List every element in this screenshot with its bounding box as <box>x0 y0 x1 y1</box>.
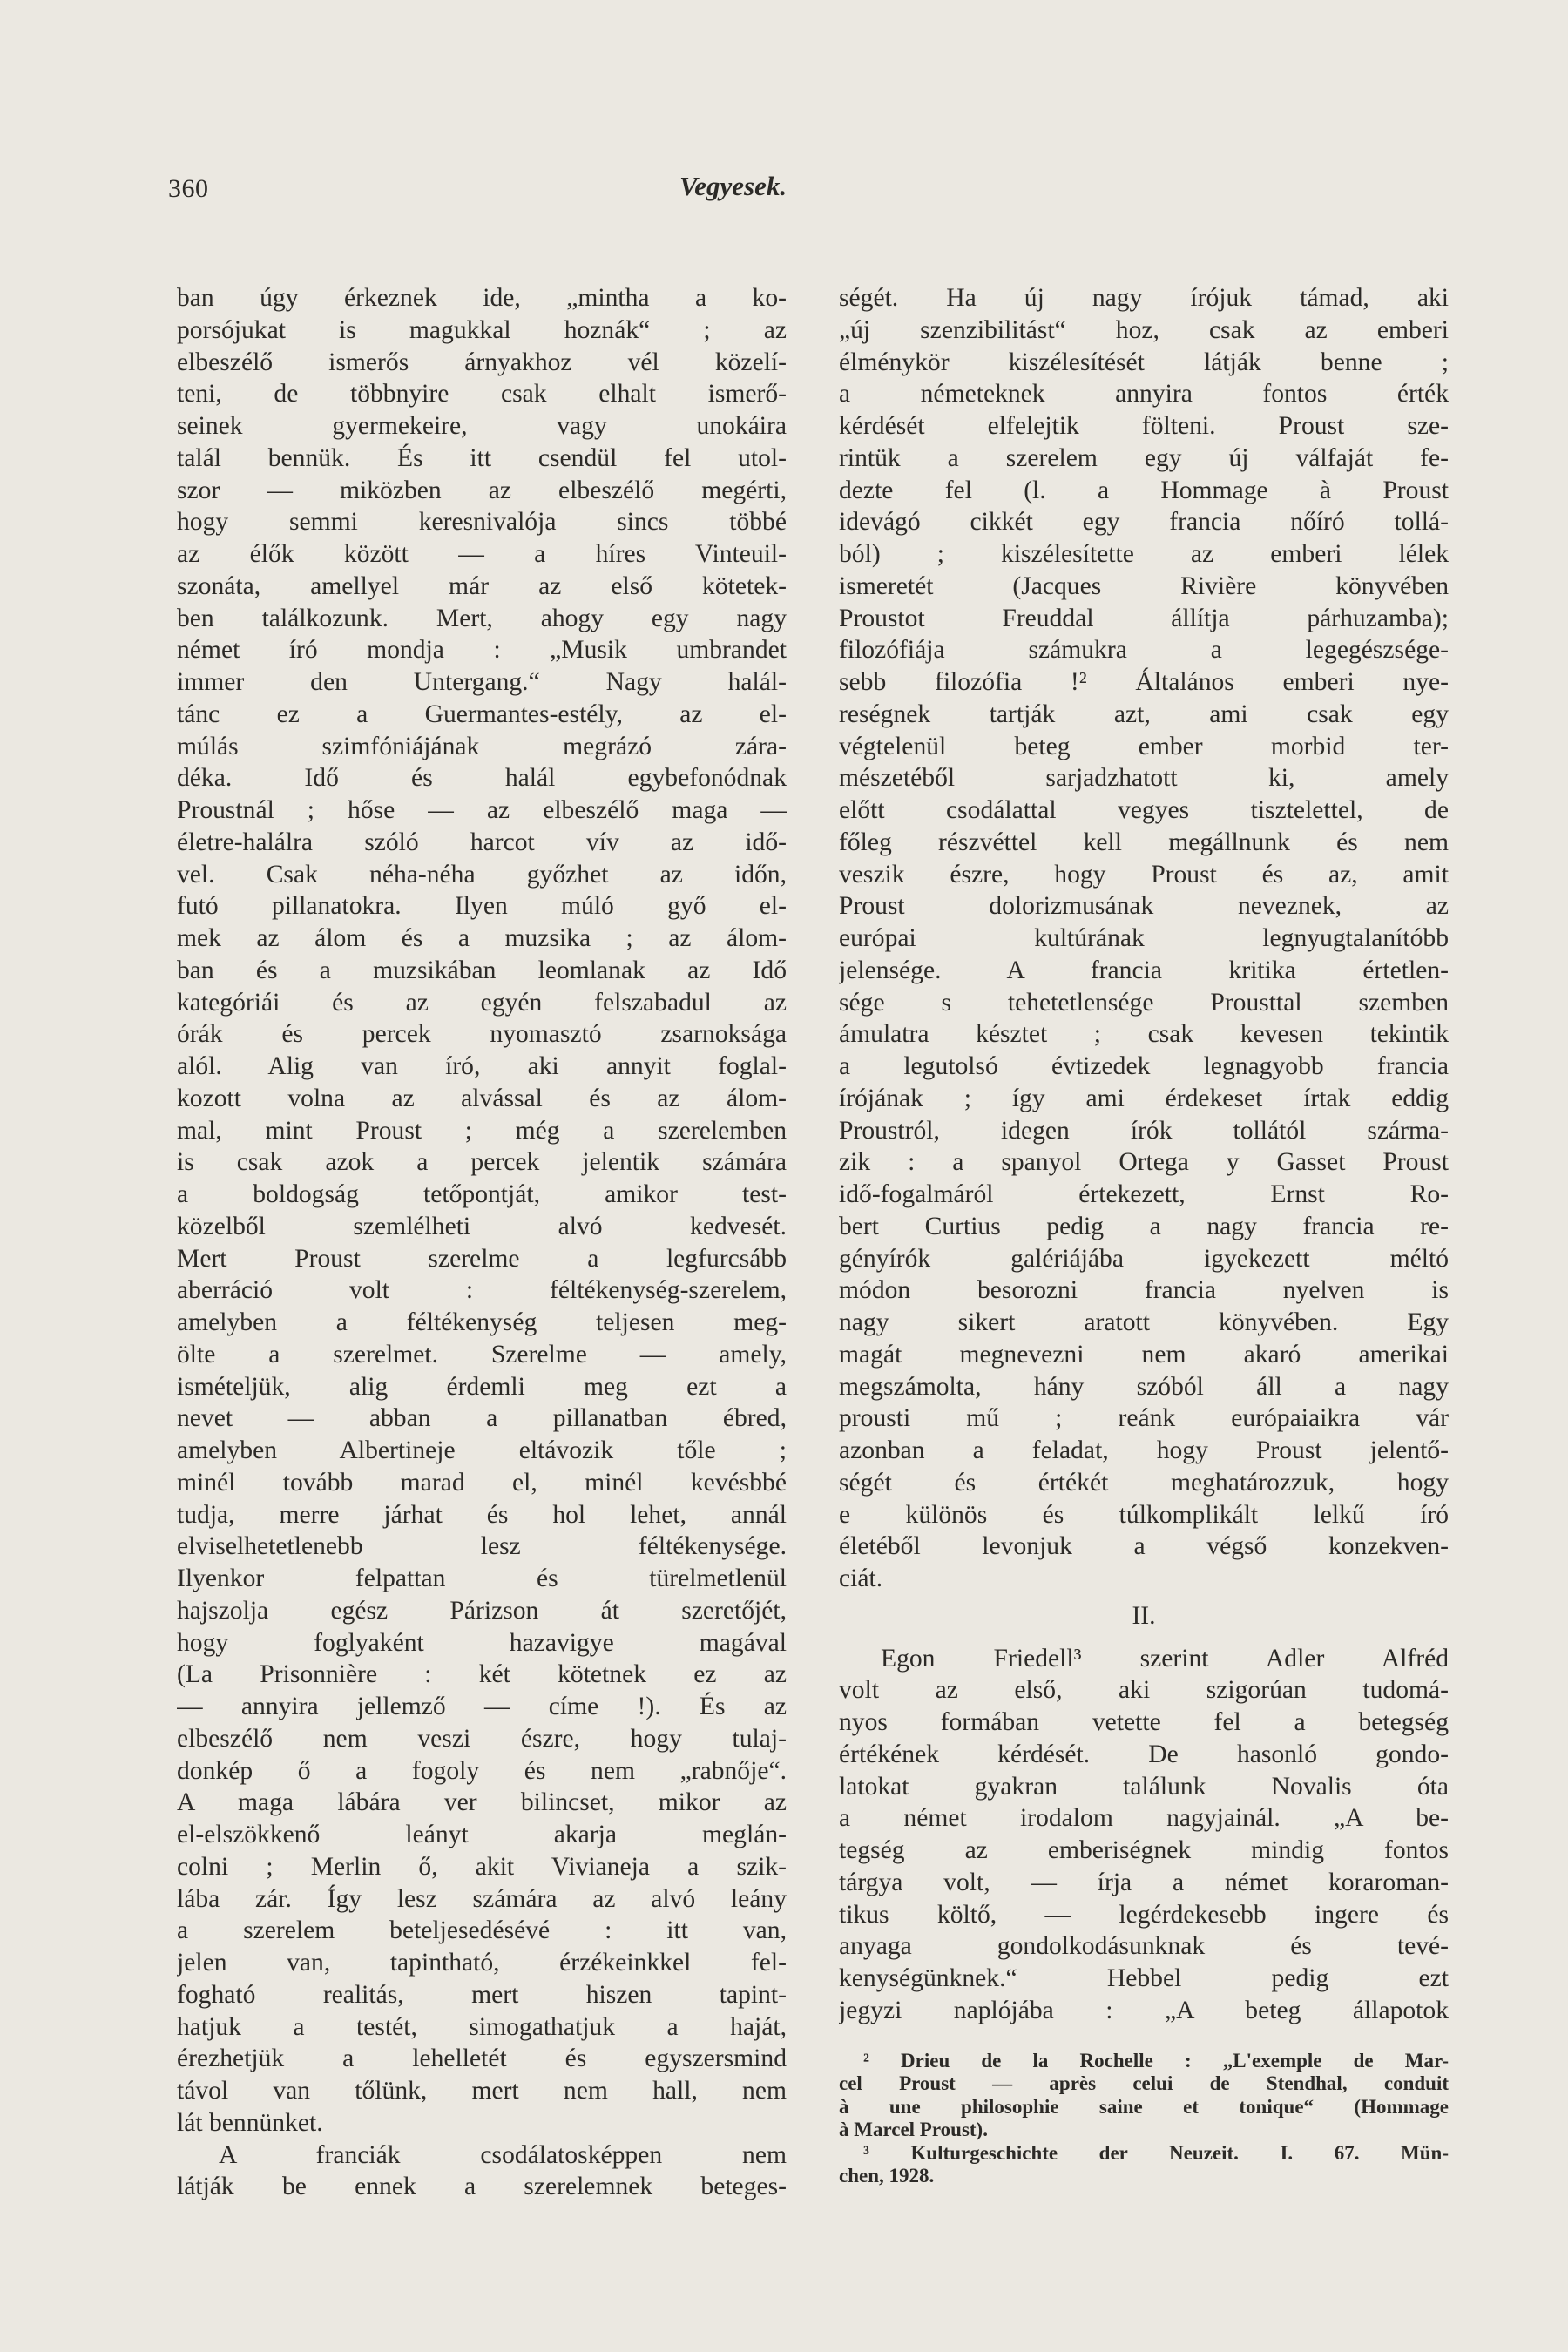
text-line: vel. Csak néha-néha győzhet az időn, <box>177 860 787 889</box>
text-line: tikus költő, — legérdekesebb ingere és <box>839 1900 1449 1929</box>
text-line: volt az első, aki szigorúan tudomá- <box>839 1676 1449 1705</box>
text-line: idő-fogalmáról értekezett, Ernst Ro- <box>839 1180 1449 1208</box>
text-line: seinek gyermekeire, vagy unokáira <box>177 412 787 440</box>
text-line: a legutolsó évtizedek legnagyobb francia <box>839 1052 1449 1080</box>
text-line: „új szenzibilitást“ hoz, csak az emberi <box>839 315 1449 344</box>
left-column <box>177 282 787 2203</box>
text-line: teni, de többnyire csak elhalt ismerő- <box>177 380 787 409</box>
text-line: magát megnevezni nem akaró amerikai <box>839 1340 1449 1369</box>
text-line: ámulatra késztet ; csak kevesen tekintik <box>839 1020 1449 1049</box>
text-line: ban és a muzsikában leomlanak az Idő <box>177 956 787 984</box>
text-line: jegyzi naplójába : „A beteg állapotok <box>839 1996 1449 2024</box>
text-line: végtelenül beteg ember morbid ter- <box>839 732 1449 760</box>
text-line: Proustról, idegen írók tollától szárma- <box>839 1116 1449 1145</box>
text-line: hajszolja egész Párizson át szeretőjét, <box>177 1596 787 1625</box>
text-line: colni ; Merlin ő, akit Vivianeja a szik- <box>177 1852 787 1881</box>
text-line: rintük a szerelem egy új válfaját fe- <box>839 443 1449 472</box>
text-line: Mert Proust szerelme a legfurcsább <box>177 1244 787 1273</box>
text-line: mal, mint Proust ; még a szerelemben <box>177 1116 787 1145</box>
text-line: immer den Untergang.“ Nagy halál- <box>177 668 787 696</box>
text-line: ismételjük, alig érdemli meg ezt a <box>177 1372 787 1401</box>
text-line: dezte fel (l. a Hommage à Proust <box>839 476 1449 504</box>
text-line: jelen van, tapintható, érzékeinkkel fel- <box>177 1949 787 1977</box>
text-line: porsójukat is magukkal hoznák“ ; az <box>177 315 787 344</box>
text-line: főleg részvéttel kell megállnunk és nem <box>839 828 1449 856</box>
text-line: ölte a szerelmet. Szerelme — amely, <box>177 1340 787 1369</box>
text-line: ismeretét (Jacques Rivière könyvében <box>839 571 1449 600</box>
footnote-line: chen, 1928. <box>839 2165 935 2186</box>
text-line: filozófiája számukra a legegészsége- <box>839 636 1449 665</box>
text-line: A maga lábára ver bilincset, mikor az <box>177 1788 787 1817</box>
text-line: alól. Alig van író, aki annyit foglal- <box>177 1052 787 1080</box>
text-line: a szerelem beteljesedésévé : itt van, <box>177 1916 787 1945</box>
text-line: reségnek tartják azt, ami csak egy <box>839 700 1449 728</box>
text-line: talál bennük. És itt csendül fel utol- <box>177 443 787 472</box>
text-line: jelensége. A francia kritika értetlen- <box>839 956 1449 984</box>
text-line: prousti mű ; reánk európaiaikra vár <box>839 1404 1449 1433</box>
footnote-line: ³ Kulturgeschichte der Neuzeit. I. 67. Mün- <box>863 2141 1449 2164</box>
text-line: közelből szemlélheti alvó kedvesét. <box>177 1212 787 1240</box>
text-line: német író mondja : „Musik umbrandet <box>177 636 787 665</box>
text-line: ségét. Ha új nagy írójuk támad, aki <box>839 284 1449 312</box>
text-line: távol van tőlünk, mert nem hall, nem <box>177 2077 787 2105</box>
text-line: kenységünknek.“ Hebbel pedig ezt <box>839 1964 1449 1992</box>
text-line: anyaga gondolkodásunknak és tevé- <box>839 1932 1449 1961</box>
text-line: Proustot Freuddal állítja párhuzamba); <box>839 604 1449 632</box>
footnote-line: ² Drieu de la Rochelle : „L'exemple de Mar- <box>863 2049 1449 2072</box>
text-line: tánc ez a Guermantes-estély, az el- <box>177 700 787 728</box>
text-line: Proustnál ; hőse — az elbeszélő maga — <box>177 796 787 824</box>
text-line: is csak azok a percek jelentik számára <box>177 1148 787 1177</box>
text-line: ben találkozunk. Mert, ahogy egy nagy <box>177 604 787 632</box>
text-line: veszik észre, hogy Proust és az, amit <box>839 860 1449 889</box>
text-line: minél tovább marad el, minél kevésbbé <box>177 1468 787 1497</box>
text-line: elbeszélő ismerős árnyakhoz vél közelí- <box>177 348 787 376</box>
text-line: (La Prisonnière : két kötetnek ez az <box>177 1660 787 1689</box>
text-line: a német irodalom nagyjainál. „A be- <box>839 1804 1449 1833</box>
text-line: a németeknek annyira fontos érték <box>839 380 1449 409</box>
right-column <box>839 282 1449 2188</box>
text-line: kozott volna az alvással és az álom- <box>177 1084 787 1112</box>
text-line: megszámolta, hány szóból áll a nagy <box>839 1372 1449 1401</box>
text-line: órák és percek nyomasztó zsarnoksága <box>177 1020 787 1049</box>
text-line: nagy sikert aratott könyvében. Egy <box>839 1308 1449 1336</box>
text-line: tegség az emberiségnek mindig fontos <box>839 1836 1449 1864</box>
section-heading: II. <box>1132 1601 1156 1630</box>
text-line: múlás szimfóniájának megrázó zára- <box>177 732 787 760</box>
text-line: ban úgy érkeznek ide, „mintha a ko- <box>177 284 787 312</box>
text-line: tárgya volt, — írja a német koraroman- <box>839 1868 1449 1896</box>
text-line: európai kultúrának legnyugtalanítóbb <box>839 924 1449 952</box>
text-line: fogható realitás, mert hiszen tapint- <box>177 1980 787 2009</box>
text-line: lát bennünket. <box>177 2108 323 2137</box>
text-line: élménykör kiszélesítését látják benne ; <box>839 348 1449 376</box>
text-line: tudja, merre járhat és hol lehet, annál <box>177 1500 787 1529</box>
text-line: mészetéből sarjadzhatott ki, amely <box>839 764 1449 793</box>
footnote-line: à Marcel Proust). <box>839 2119 988 2140</box>
text-line: gényírók galériájába igyekezett méltó <box>839 1244 1449 1273</box>
text-line: értékének kérdését. De hasonló gondo- <box>839 1740 1449 1768</box>
text-line: látják be ennek a szerelemnek beteges- <box>177 2173 787 2201</box>
text-line: e különös és túlkomplikált lelkű író <box>839 1500 1449 1529</box>
text-line: azonban a feladat, hogy Proust jelentő- <box>839 1436 1449 1464</box>
text-line: az élők között — a híres Vinteuil- <box>177 540 787 568</box>
footnote-line: à une philosophie saine et tonique“ (Hommage <box>839 2095 1449 2118</box>
text-line: aberráció volt : féltékenység-szerelem, <box>177 1276 787 1305</box>
text-line: ciát. <box>839 1565 883 1592</box>
text-line: el-elszökkenő leányt akarja meglán- <box>177 1821 787 1848</box>
text-line: módon besorozni francia nyelven is <box>839 1276 1449 1305</box>
text-line: — annyira jellemző — címe !). És az <box>177 1693 787 1720</box>
text-line: nevet — abban a pillanatban ébred, <box>177 1404 787 1433</box>
text-line: érezhetjük a lehelletét és egyszersmind <box>177 2044 787 2073</box>
text-line: bert Curtius pedig a nagy francia re- <box>839 1212 1449 1240</box>
text-line: kérdését elfelejtik fölteni. Proust sze- <box>839 412 1449 440</box>
text-line: déka. Idő és halál egybefonódnak <box>177 764 787 793</box>
text-line: hatjuk a testét, simogathatjuk a haját, <box>177 2012 787 2041</box>
text-line: futó pillanatokra. Ilyen múló győ el- <box>177 892 787 921</box>
text-line: életéből levonjuk a végső konzekven- <box>839 1532 1449 1561</box>
text-line: életre-halálra szóló harcot vív az idő- <box>177 828 787 856</box>
text-line: a boldogság tetőpontját, amikor test- <box>177 1180 787 1208</box>
text-line: ból) ; kiszélesítette az emberi lélek <box>839 540 1449 568</box>
text-line: latokat gyakran találunk Novalis óta <box>839 1772 1449 1801</box>
text-line: zik : a spanyol Ortega y Gasset Proust <box>839 1148 1449 1177</box>
text-line: elviselhetetlenebb lesz féltékenysége. <box>177 1532 787 1561</box>
text-line: szor — miközben az elbeszélő megérti, <box>177 476 787 504</box>
footnotes <box>839 2050 1449 2188</box>
text-line: ségét és értékét meghatározzuk, hogy <box>839 1468 1449 1497</box>
text-line: hogy semmi keresnivalója sincs többé <box>177 508 787 537</box>
text-line: sebb filozófia !² Általános emberi nye- <box>839 668 1449 696</box>
text-line: hogy foglyaként hazavigye magával <box>177 1628 787 1657</box>
text-line: szonáta, amellyel már az első kötetek- <box>177 571 787 600</box>
page-number: 360 <box>168 174 209 203</box>
text-line: kategóriái és az egyén felszabadul az <box>177 988 787 1017</box>
text-line: A franciák csodálatosképpen nem <box>219 2140 787 2169</box>
text-line: amelyben Albertineje eltávozik tőle ; <box>177 1436 787 1464</box>
text-line: sége s tehetetlensége Prousttal szemben <box>839 988 1449 1017</box>
text-line: nyos formában vetette fel a betegség <box>839 1708 1449 1736</box>
text-line: elbeszélő nem veszi észre, hogy tulaj- <box>177 1724 787 1753</box>
text-line: idevágó cikkét egy francia nőíró tollá- <box>839 508 1449 537</box>
text-line: donkép ő a fogoly és nem „rabnője“. <box>177 1756 787 1785</box>
footnote-line: cel Proust — après celui de Stendhal, conduit <box>839 2072 1449 2094</box>
text-line: lába zár. Így lesz számára az alvó leány <box>177 1884 787 1913</box>
text-line: előtt csodálattal vegyes tisztelettel, de <box>839 796 1449 824</box>
text-line: mek az álom és a muzsika ; az álom- <box>177 924 787 952</box>
text-line: Ilyenkor felpattan és türelmetlenül <box>177 1565 787 1592</box>
running-head: Vegyesek. <box>679 171 787 201</box>
text-line: amelyben a féltékenység teljesen meg- <box>177 1308 787 1336</box>
text-line: Egon Friedell³ szerint Adler Alfréd <box>881 1644 1449 1673</box>
text-line: írójának ; így ami érdekeset írtak eddig <box>839 1084 1449 1112</box>
text-line: Proust dolorizmusának neveznek, az <box>839 892 1449 921</box>
